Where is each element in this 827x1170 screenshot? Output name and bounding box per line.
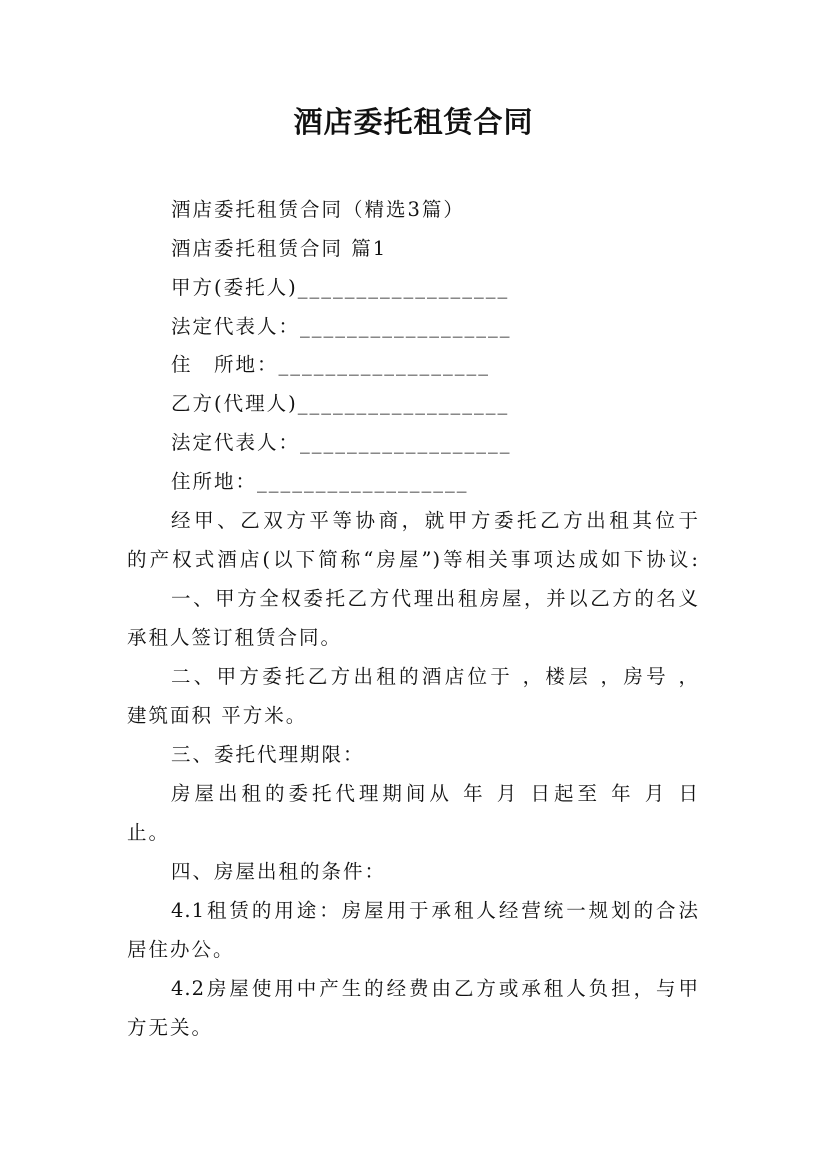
paragraph-line: 二、甲方委托乙方出租的酒店位于 ，楼层 ，房号 ， bbox=[171, 665, 699, 688]
paragraph-line: 三、委托代理期限： bbox=[171, 743, 365, 766]
paragraph-line: 建筑面积 平方米。 bbox=[127, 704, 308, 727]
paragraph-line: 方无关。 bbox=[127, 1016, 214, 1039]
paragraph-line: 4.2房屋使用中产生的经费由乙方或承租人负担，与甲 bbox=[171, 977, 699, 1000]
party-b-representative-field: 法定代表人：__________________ bbox=[171, 431, 512, 454]
party-a-address-field: 住 所地：__________________ bbox=[171, 353, 491, 376]
subtitle-selection: 酒店委托租赁合同（精选3篇） bbox=[171, 198, 465, 221]
party-b-address-field: 住所地：__________________ bbox=[171, 470, 469, 493]
document-title: 酒店委托租赁合同 bbox=[293, 105, 534, 139]
paragraph-line: 居住办公。 bbox=[127, 938, 235, 961]
paragraph-line: 承租人签订租赁合同。 bbox=[127, 626, 343, 649]
paragraph-line: 的产权式酒店(以下简称“房屋”)等相关事项达成如下协议: bbox=[127, 548, 699, 571]
paragraph-line: 一、甲方全权委托乙方代理出租房屋，并以乙方的名义 bbox=[171, 587, 699, 610]
paragraph-line: 经甲、乙双方平等协商，就甲方委托乙方出租其位于 bbox=[171, 509, 699, 532]
paragraph-line: 4.1租赁的用途：房屋用于承租人经营统一规划的合法 bbox=[171, 899, 699, 922]
party-a-representative-field: 法定代表人：__________________ bbox=[171, 315, 512, 338]
party-a-field: 甲方(委托人)__________________ bbox=[171, 276, 510, 299]
paragraph-line: 止。 bbox=[127, 821, 171, 844]
party-b-field: 乙方(代理人)__________________ bbox=[171, 392, 510, 415]
paragraph-line: 四、房屋出租的条件： bbox=[171, 860, 387, 883]
section-heading: 酒店委托租赁合同 篇1 bbox=[171, 237, 388, 260]
paragraph-line: 房屋出租的委托代理期间从 年 月 日起至 年 月 日 bbox=[171, 782, 699, 805]
